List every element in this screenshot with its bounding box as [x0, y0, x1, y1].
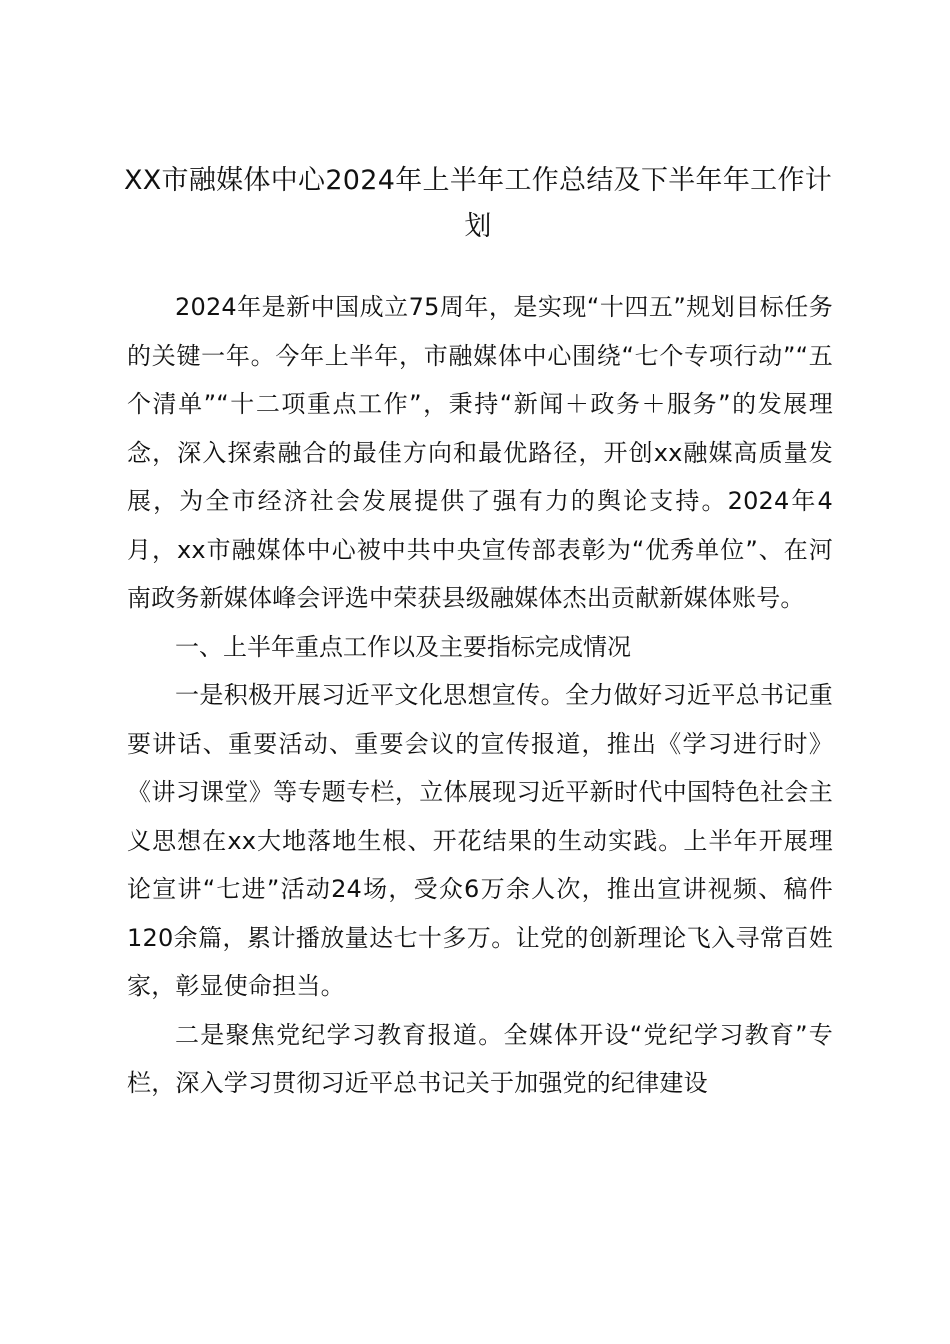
body-paragraph-1: 一是积极开展习近平文化思想宣传。全力做好习近平总书记重要讲话、重要活动、重要会议的宣传报道，推出《学习进行时》《讲习课堂》等专题专栏，立体展现习近平新时代中国特色社会主义思想在xx大地落地生根、开花结果的生动实践。上半年开展理论宣讲“七进”活动24场，受众6万余人次，推出宣讲视频、稿件120余篇，累计播放量达七十多万。让党的创新理论飞入寻常百姓家，彰显使命担当。 — [127, 681, 833, 1000]
intro-paragraph: 2024年是新中国成立75周年，是实现“十四五”规划目标任务的关键一年。今年上半年，市融媒体中心围绕“七个专项行动”“五个清单”“十二项重点工作”，秉持“新闻＋政务＋服务”的发展理念，深入探索融合的最佳方向和最优路径，开创xx融媒高质量发展，为全市经济社会发展提供了强有力的舆论支持。2024年4月，xx市融媒体中心被中共中央宣传部表彰为“优秀单位”、在河南政务新媒体峰会评选中荣获县级融媒体杰出贡献新媒体账号。 — [127, 293, 833, 612]
document-body — [127, 283, 833, 1108]
section-heading-1: 一、上半年重点工作以及主要指标完成情况 — [175, 632, 631, 661]
document-title: XX市融媒体中心2024年上半年工作总结及下半年年工作计划 — [123, 165, 833, 242]
body-paragraph-2: 二是聚焦党纪学习教育报道。全媒体开设“党纪学习教育”专栏，深入学习贯彻习近平总书记关于加强党的纪律建设 — [127, 1020, 833, 1097]
